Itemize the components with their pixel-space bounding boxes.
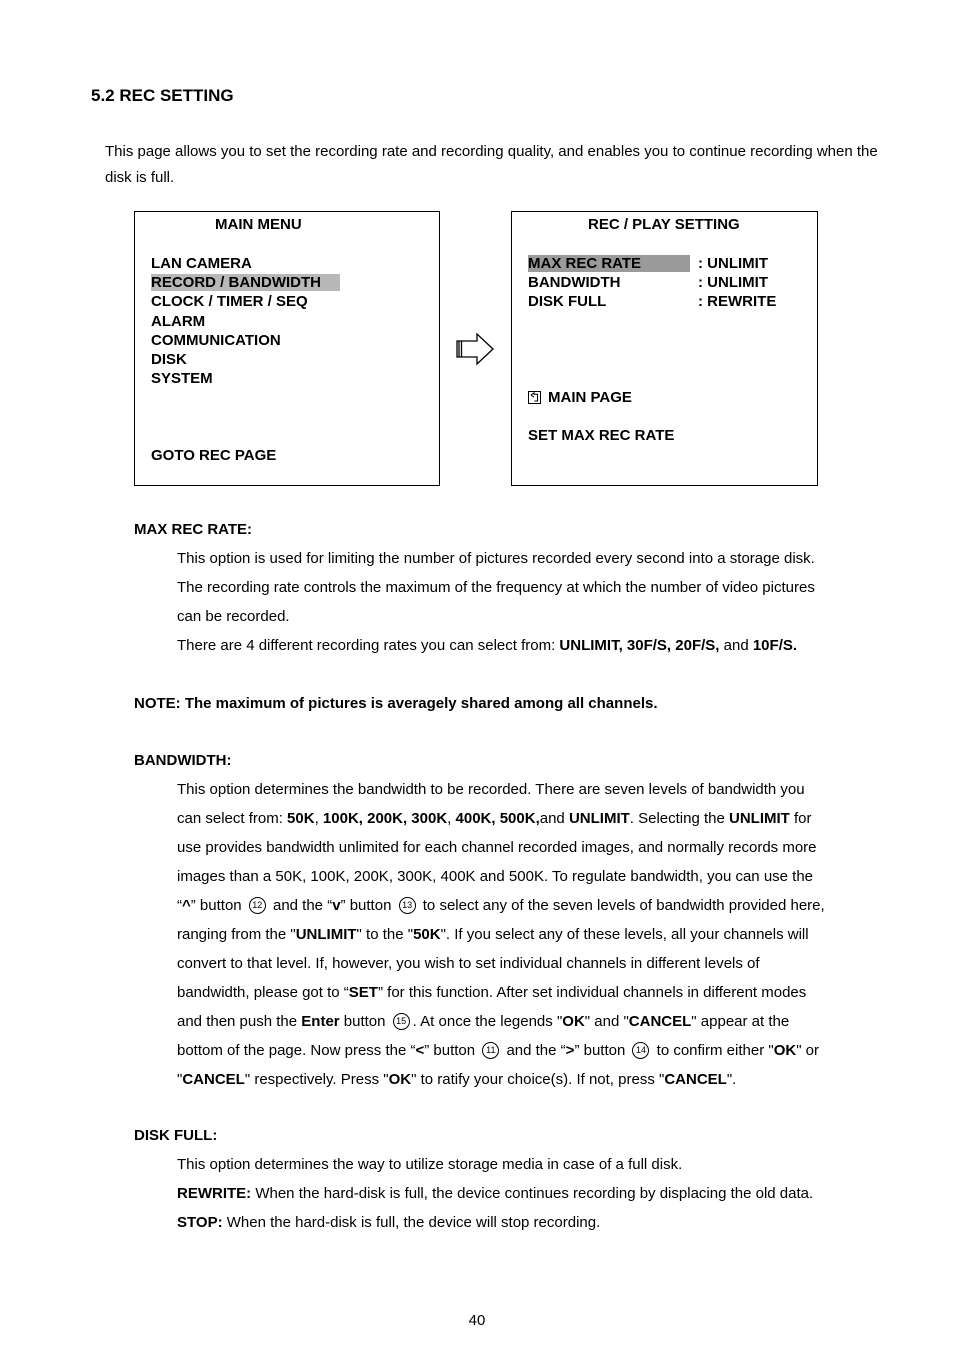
- disk-full-heading: DISK FULL:: [134, 1127, 218, 1144]
- option-50k: 50K: [413, 926, 441, 943]
- return-icon: [528, 391, 541, 404]
- main-menu-item-disk: DISK: [151, 351, 187, 368]
- text: and: [719, 637, 753, 654]
- circled-number-11: 11: [482, 1042, 499, 1059]
- rec-menu-row-max-rec-rate-value: : UNLIMIT: [698, 255, 768, 272]
- text: When the hard-disk is full, the device will stop recording.: [222, 1214, 601, 1231]
- text: ".: [726, 1071, 737, 1088]
- option-unlimit: UNLIMIT: [729, 810, 790, 827]
- text: " or: [796, 1042, 820, 1059]
- main-menu-footer: GOTO REC PAGE: [151, 447, 277, 464]
- rec-menu-main-page: MAIN PAGE: [548, 389, 632, 406]
- main-menu-item-record-bandwidth: RECORD / BANDWIDTH: [151, 274, 340, 291]
- text: ” button: [340, 897, 396, 914]
- text: for: [789, 810, 812, 827]
- max-rec-rate-line-3: can be recorded.: [177, 608, 290, 625]
- text: . Selecting the: [629, 810, 730, 827]
- main-menu-item-system: SYSTEM: [151, 370, 213, 387]
- ok-legend: OK: [562, 1013, 585, 1030]
- text: can select from:: [177, 810, 288, 827]
- max-rec-rate-line-1: This option is used for limiting the number of pictures recorded every second into a storage disk.: [177, 550, 815, 567]
- text: “: [177, 897, 182, 914]
- max-rec-rate-line-4: [177, 631, 877, 660]
- text: " respectively. Press ": [244, 1071, 389, 1088]
- page-number: 40: [468, 1312, 486, 1329]
- stop-label: STOP:: [177, 1214, 223, 1231]
- note: NOTE: The maximum of pictures is averagely shared among all channels.: [134, 695, 658, 712]
- right-arrow-icon: [455, 332, 495, 366]
- bandwidth-line-5: [177, 891, 877, 920]
- cancel-legend: CANCEL: [182, 1071, 245, 1088]
- text: ” button: [424, 1042, 480, 1059]
- bandwidth-line-11: [177, 1065, 877, 1094]
- ok-legend: OK: [773, 1042, 797, 1059]
- rewrite-label: REWRITE:: [177, 1185, 252, 1202]
- option-unlimit: UNLIMIT: [295, 926, 357, 943]
- text: There are 4 different recording rates you can select from:: [177, 637, 560, 654]
- text: ": [177, 1071, 183, 1088]
- bandwidth-heading: BANDWIDTH:: [134, 752, 232, 769]
- rate-options: UNLIMIT, 30F/S, 20F/S,: [559, 637, 720, 654]
- text: and: [539, 810, 569, 827]
- intro-paragraph: This page allows you to set the recording rate and recording quality, and enables you to continue recording when the disk is full.: [105, 143, 878, 186]
- main-menu-item-lan-camera: LAN CAMERA: [151, 255, 252, 272]
- text: " to the ": [356, 926, 414, 943]
- text: . At once the legends ": [412, 1013, 563, 1030]
- text: and the “: [502, 1042, 566, 1059]
- max-rec-rate-heading: MAX REC RATE:: [134, 521, 253, 538]
- text: ,: [447, 810, 456, 827]
- options-100k-300k: 100K, 200K, 300K: [322, 810, 448, 827]
- main-menu-item-clock-timer-seq: CLOCK / TIMER / SEQ: [151, 293, 308, 310]
- text: ” button: [190, 897, 246, 914]
- text: ” for this function. After set individual channels in different modes: [377, 984, 807, 1001]
- bandwidth-line-8: [177, 978, 877, 1007]
- text: " to ratify your choice(s). If not, press ": [411, 1071, 665, 1088]
- circled-number-13: 13: [399, 897, 416, 914]
- disk-full-body: [177, 1150, 877, 1237]
- bandwidth-line-9: [177, 1007, 877, 1036]
- ok-legend: OK: [388, 1071, 412, 1088]
- text: bottom of the page. Now press the “: [177, 1042, 416, 1059]
- rec-menu-footer: SET MAX REC RATE: [528, 427, 675, 444]
- disk-full-line-3: [177, 1208, 877, 1237]
- bandwidth-body: [177, 775, 877, 1094]
- text: and the “: [268, 897, 333, 914]
- rec-menu-title: REC / PLAY SETTING: [588, 216, 740, 233]
- section-title: 5.2 REC SETTING: [91, 86, 234, 105]
- text: ranging from the ": [177, 926, 296, 943]
- text: and then push the: [177, 1013, 302, 1030]
- cancel-legend: CANCEL: [664, 1071, 727, 1088]
- main-menu-box: [134, 211, 440, 486]
- right-key: >: [565, 1042, 575, 1059]
- text: ” button: [574, 1042, 630, 1059]
- bandwidth-line-10: [177, 1036, 877, 1065]
- left-key: <: [415, 1042, 425, 1059]
- rec-menu-row-bandwidth-label: BANDWIDTH: [528, 274, 621, 291]
- bandwidth-line-3: use provides bandwidth unlimited for each channel recorded images, and normally records more: [177, 839, 817, 856]
- bandwidth-line-6: [177, 920, 877, 949]
- max-rec-rate-body: [177, 544, 877, 660]
- option-50k: 50K: [287, 810, 315, 827]
- options-400k-500k: 400K, 500K,: [455, 810, 540, 827]
- down-key: v: [332, 897, 341, 914]
- circled-number-14: 14: [632, 1042, 649, 1059]
- circled-number-12: 12: [249, 897, 266, 914]
- text: bandwidth, please got to “: [177, 984, 349, 1001]
- text: ,: [314, 810, 323, 827]
- main-menu-item-communication: COMMUNICATION: [151, 332, 281, 349]
- enter-key: Enter: [301, 1013, 340, 1030]
- text: When the hard-disk is full, the device continues recording by displacing the old data.: [251, 1185, 814, 1202]
- set-key: SET: [348, 984, 378, 1001]
- disk-full-line-2: [177, 1179, 877, 1208]
- text: button: [339, 1013, 390, 1030]
- bandwidth-line-4: images than a 50K, 100K, 200K, 300K, 400K and 500K. To regulate bandwidth, you can use the: [177, 868, 814, 885]
- rec-menu-row-max-rec-rate-label: MAX REC RATE: [528, 255, 690, 272]
- rec-menu-row-disk-full-label: DISK FULL: [528, 293, 607, 310]
- circled-number-15: 15: [393, 1013, 410, 1030]
- bandwidth-line-1: This option determines the bandwidth to be recorded. There are seven levels of bandwidth you: [177, 781, 805, 798]
- max-rec-rate-line-2: The recording rate controls the maximum of the frequency at which the number of video pictures: [177, 579, 815, 596]
- cancel-legend: CANCEL: [628, 1013, 692, 1030]
- main-menu-title: MAIN MENU: [215, 216, 302, 233]
- bandwidth-line-7: convert to that level. If, however, you wish to set individual channels in different levels of: [177, 955, 760, 972]
- rec-menu-row-disk-full-value: : REWRITE: [698, 293, 777, 310]
- text: ". If you select any of these levels, all your channels will: [440, 926, 809, 943]
- rec-play-setting-box: [511, 211, 818, 486]
- rec-menu-row-bandwidth-value: : UNLIMIT: [698, 274, 768, 291]
- text: to confirm either ": [652, 1042, 774, 1059]
- text: " appear at the: [691, 1013, 790, 1030]
- rate-option-10fs: 10F/S.: [752, 637, 798, 654]
- main-menu-item-alarm: ALARM: [151, 313, 206, 330]
- text: to select any of the seven levels of bandwidth provided here,: [418, 897, 825, 914]
- option-unlimit: UNLIMIT: [568, 810, 630, 827]
- up-key: ^: [182, 897, 191, 914]
- disk-full-line-1: This option determines the way to utilize storage media in case of a full disk.: [177, 1156, 683, 1173]
- text: " and ": [584, 1013, 629, 1030]
- bandwidth-line-2: [177, 804, 877, 833]
